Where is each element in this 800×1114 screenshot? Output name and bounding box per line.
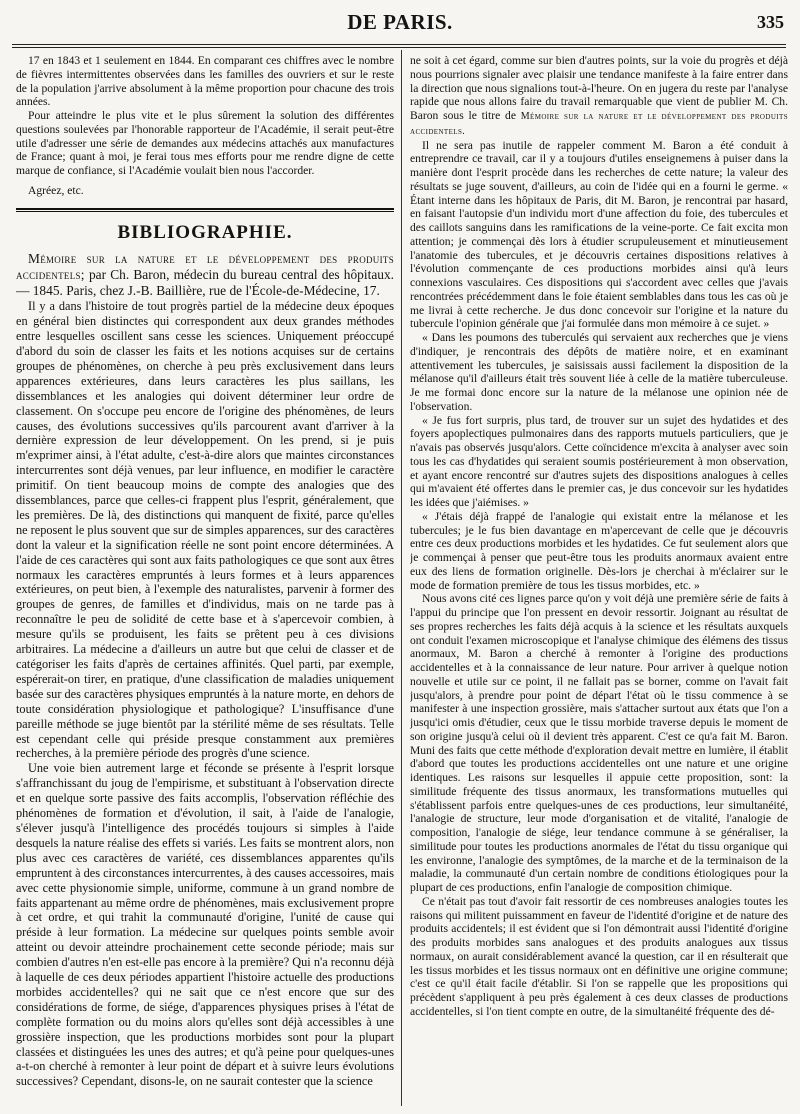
quoted-paragraph: « Je fus fort surpris, plus tard, de trouver sur un sujet des hydatides et des foyers apoplectiques pulmonaires dans des rapports mutuels particuliers, que je n'avais pas observés jusqu'alors. Cette coïncidence m'excita à analyser avec soin tous les cas d'hydatides qui seraient soumis postérieurement à mon observation, et ayant encore rencontré sur d'autres sujets des dispositions analogues à celles qui m'avaient été offertes dans le premier cas, je dus concevoir sur les hydatides les idées que j'aiémises. » <box>410 413 788 509</box>
letter-paragraph: Pour atteindre le plus vite et le plus sûrement la solution des différentes questions soulevées par l'honorable rapporteur de l'Académie, il serait peut-être utile d'adresser une série de demandes aux médecins attachés aux manufactures de France; quant à moi, je ferai tous mes efforts pour me rendre digne de cette marque de confiance, si l'Académie voulait bien nous l'accorder. <box>16 109 394 177</box>
quoted-paragraph: « J'étais déjà frappé de l'analogie qui existait entre la mélanose et les tubercules; je le fus bien davantage en m'apercevant de celle que je découvris entre ces deux productions morbides et les hydatides. Ce fut seulement alors que je commençai à penser que peut-être tous les produits anormaux avaient entre eux des liens de formation originelle. Dès-lors je cherchai à m'éclairer sur le mode de formation première de tous les tissus morbides, etc. » <box>410 509 788 592</box>
section-separator <box>16 208 394 212</box>
review-paragraph: Une voie bien autrement large et féconde se présente à l'esprit lorsque s'affranchissant du joug de l'empirisme, et substituant à l'observation directe et en quelque sorte passive des faits accomplis, l'observation réfléchie des phénomènes de formation et d'évolution, il sait, à l'aide de l'analogie, s'élever jusqu'à l'intelligence des procédés toujours si simples à l'aide desquels la nature réalise des effets si variés. Les faits se montrent alors, non plus avec ces caractères de variété, ces dissemblances apparentes qu'ils empruntent à des circonstances intercurrentes, à des causes accessoires, mais avec cette physionomie simple, uniforme, commune à un grand nombre de faits appartenant au même ordre de phénomènes, mais exclusivement propre à cet ordre, et qui trahit la communauté d'origine, l'unité de cause qui préside à leur formation. La médecine sur quelques points semble avoir atteint ou devoir atteindre prochainement cette seconde période; mais sur combien d'autres n'en est-elle pas encore à la première? Qui n'a reconnu déjà à laquelle de ces deux périodes appartient l'histoire actuelle des productions morbides accidentelles? qui ne sait que ce n'est encore que sur des considérations de forme, de siége, d'apparences physiques prises à l'état de complète formation ou du moins alors qu'elles sont déjà accessibles à une grossière inspection, que les productions morbides sont pour la plupart classées et distinguées les unes des autres; et qu'à peine pour quelques-unes a-t-on cherché à remonter à leur point de départ et à suivre leurs évolutions successives? Cependant, disons-le, on ne saurait contester que la science <box>16 761 394 1089</box>
memoir-title-reference: Mémoire sur la nature et le développement des produits accidentels. <box>410 111 788 137</box>
review-paragraph: Il y a dans l'histoire de tout progrès partiel de la médecine deux époques en général bien distinctes qui correspondent aux deux grandes méthodes entre lesquelles oscillent sans cesse les sciences. Uniquement préoccupé d'abord du soin de classer les faits et les notions acquises sur de certains groupes de phénomènes, on cherche à peu près exclusivement dans leurs apparences extérieures, dans leurs caractères les plus saillans, les dissemblances et les analogies qui doivent déterminer leur ordre de classement. On s'occupe peu encore de l'origine des phénomènes, de leurs causes, des évolutions successives qu'ils parcourent avant d'arriver à la dernière expression de leur développement. On les prend, si je puis m'exprimer ainsi, à l'état adulte, c'est-à-dire alors que maintes circonstances intercurrentes sont déjà venues, par leur influence, en modifier le caractère primitif. On tient beaucoup moins de compte des analogies que des dissemblances, parce que celles-ci frappent plus l'esprit, généralement, que les premières. De là, des distinctions qui manquent de fixité, parce qu'elles ne reposent le plus souvent que sur de simples apparences, sur des caractères dont la valeur et la signification réelle ne sont point encore déterminées. A l'aide de ces caractères qui sont aux faits pathologiques ce que sont aux êtres normaux les caractères empruntés à leurs formes et à leurs apparences extérieures, on peut bien, à l'exemple des naturalistes, parvenir à former des groupes de genres, de familles et d'individus, mais on ne tarde pas à reconnaître le peu de solidité de cette base et à s'apercevoir combien, à mesure qu'ils se produisent, les faits se prêtent peu à ces divisions arbitraires. La médecine a d'ailleurs un autre but que celui de classer et de catégoriser les faits d'après de certaines affinités. Quel parti, par exemple, espérerait-on tirer, en pratique, d'une classification de maladies uniquement basée sur des caractères physiques empruntés à la nature morte, en dehors de toute considération physiologique et pathologique? L'insuffisance d'une pareille méthode se juge bientôt par la stérilité même de ses résultats. Telle est cependant celle qui préside presque constamment aux premières recherches, à la première période des progrès d'une science. <box>16 299 394 761</box>
review-paragraph: Ce n'était pas tout d'avoir fait ressortir de ces nombreuses analogies toutes les raisons qui militent puissamment en faveur de l'identité d'origine et de nature des produits accidentels; il est évident que si l'on démontrait aussi l'identité d'origine des produits morbides sans analogues et des produits analogues aux tissus normaux, on aurait considérablement avancé la question, car il en résulterait que les tissus morbides et les tissus normaux ont en définitive une origine commune; c'est ce qu'il était facile d'établir. Si l'on se rappelle que les propositions qui précèdent s'appliquent à peu près également à ces deux classes de productions accidentelles, si l'on tient compte en outre, de la simultanéité fréquente des dé- <box>410 894 788 1018</box>
letter-paragraph: 17 en 1843 et 1 seulement en 1844. En comparant ces chiffres avec le nombre de fièvres intermittentes observées dans les familles des ouvriers et sur le reste de la population j'arrive absolument à la même proportion pour chacune des trois années. <box>16 54 394 109</box>
letter-closing: Agréez, etc. <box>28 183 84 197</box>
header-rule <box>12 44 786 48</box>
review-paragraph: Il ne sera pas inutile de rappeler comment M. Baron a été conduit à entreprendre ce travail, car il y a toujours d'utiles enseignemens à puiser dans la manière dont l'esprit procède dans les recherches de cette nature; la valeur des résultats se juge souvent, d'ailleurs, au coin de l'idée qui en a fourni le germe. « Étant interne dans les hôpitaux de Paris, dit M. Baron, je rencontrai par hasard, en faisant l'autopsie d'un individu mort d'une affection du foie, des tubercules et des caillots sanguins dans les ramifications de la veine-porte. Ce fait excita mon attention; je commençai dès lors à étudier scrupuleusement et minutieusement l'anatomie des tubercules, et je découvris certaines dispositions relatives à l'évolution commençante de ces productions morbides ainsi qu'à leurs connexions vasculaires. Ces dispositions qui s'accordent avec celles que j'avais rencontrées précédemment dans le foie étaient semblables dans tous les cas où je me livrai à cette recherche. Je dus donc concevoir sur l'origine et la nature du tubercule l'opinion générale que j'ai formulée dans mon mémoire à ce sujet. » <box>410 138 788 331</box>
page-number: 335 <box>757 12 784 32</box>
quoted-paragraph: « Dans les poumons des tuberculés qui servaient aux recherches que je viens d'indiquer, je rencontrais des dépôts de matière noire, et en examinant attentivement les tubercules, je saisissais aussi facilement la disposition de la mélanose qu'il d'ailleurs était très souvent liée à celle de la matière tuberculeuse. Je me formai donc encore sur la nature de la mélanose une opinion née de l'observation. <box>410 331 788 413</box>
section-title: BIBLIOGRAPHIE. <box>117 221 293 243</box>
running-title: DE PARIS. <box>347 10 453 34</box>
book-title <box>16 251 394 299</box>
review-paragraph: Nous avons cité ces lignes parce qu'on y voit déjà une première série de faits à l'appui du principe que l'on pressent en devoir ressortir. Joignant au résultat de ses propres recherches les faits déjà acquis à la science et les résultats auxquels ont conduit l'examen microscopique et l'analyse chimique des élémens des tissus anormaux, M. Baron a cherché à remonter à l'origine des productions accidentelles et à la connaissance de leur nature. Pour arriver à quelque notion nouvelle et utile sur ce point, il ne fallait pas se borner, comme on l'avait fait jusqu'alors, à prendre pour point de départ l'état où le tissu commence à se manifester à une inspection grossière, mais s'attacher surtout aux états que l'on a jusqu'ici omis d'étudier, ceux que le tissu morbide traverse depuis le moment de son origine jusqu'à celui où il devient très apparent. C'est ce qu'a fait M. Baron. Muni des faits que cette méthode d'exploration devait mettre en lumière, il établit d'abord que toutes les productions accidentelles ont une nature et une origine identiques. Les raisons sur lesquelles il appuie cette proposition, sont: la similitude fréquente des tissus anormaux, les transformations mutuelles qui s'établissent parfois entre quelques-unes de ces productions, leur simultanéité, l'analogie de structure, leur mode d'organisation et de vitalité, l'analogie de composition, l'analogie de siége, leur tendance commune à se généraliser, la similitude pour toutes les productions anormales de l'état du tissu organique qui les environne, l'analogie des symptômes, de la marche et de la terminaison de la maladie, la communauté d'un certain nombre de conditions étiologiques pour la plupart de ces productions, enfin l'analogie de composition chimique. <box>410 592 788 894</box>
left-column <box>16 54 394 1108</box>
column-divider <box>401 50 402 1106</box>
review-body <box>16 299 394 1089</box>
review-text: ne soit à cet égard, comme sur bien d'autres points, sur la voie du progrès et déjà nous pourrions signaler avec plaisir une tendance manifeste à la faire entrer dans la direction que nous signalions tout-à-l'heure. On en jugera du reste par l'analyse rapide que nous allons faire du travail remarquable que vient de publier M. Ch. Baron sous le titre de <box>410 54 788 122</box>
review-paragraph <box>410 54 788 139</box>
right-column <box>410 54 788 1108</box>
book-title-details: par Ch. Baron, médecin du bureau central des hôpitaux. — 1845. Paris, chez J.-B. Baillière, rue de l'École-de-Médecine, 17. <box>16 267 394 299</box>
book-title-name: Mémoire sur la nature et le développement des produits accidentels; <box>16 251 394 283</box>
